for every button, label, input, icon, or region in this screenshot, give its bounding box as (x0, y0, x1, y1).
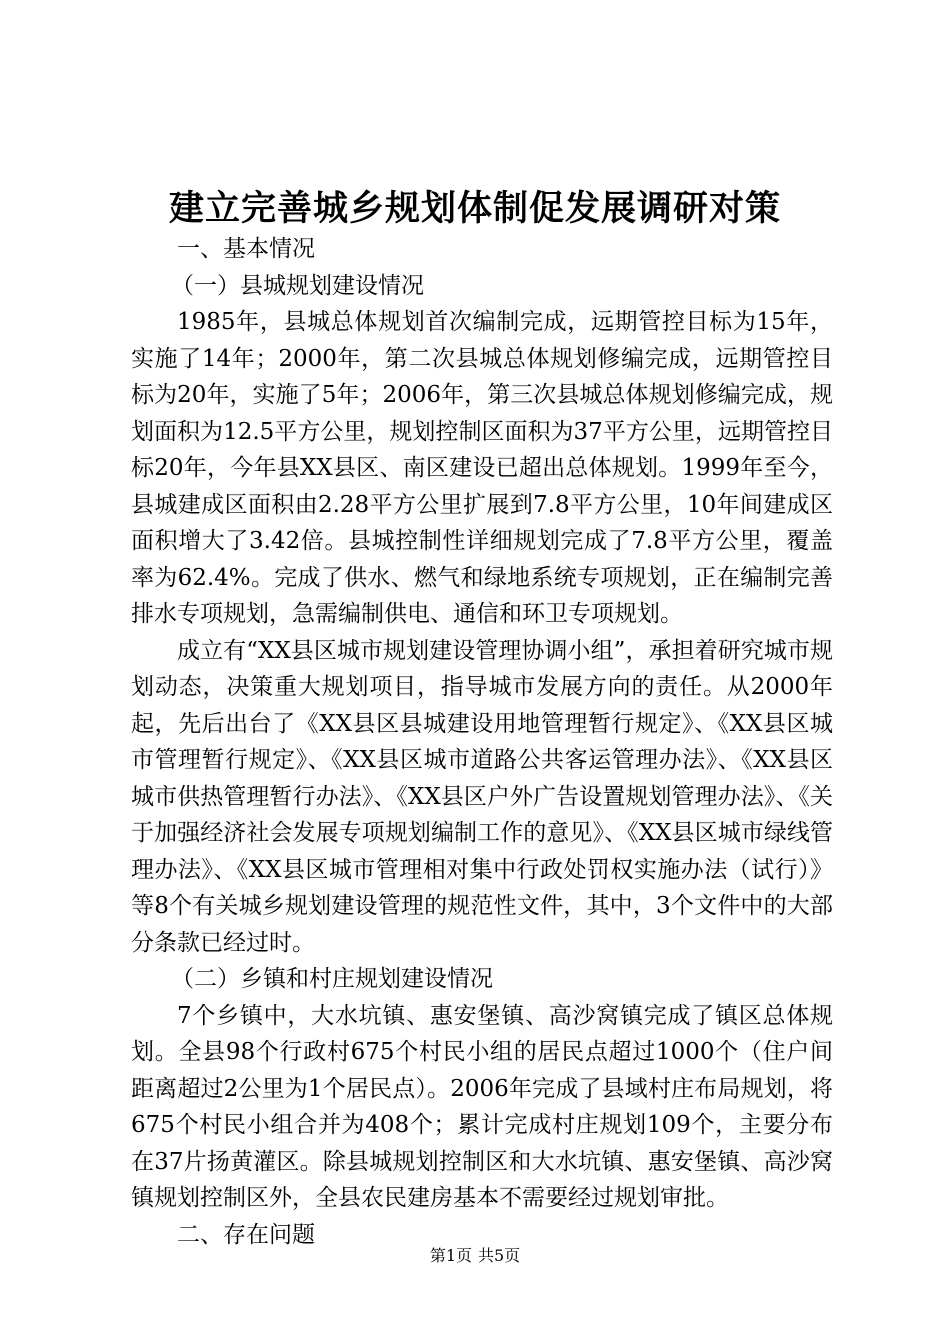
page-number-current: 第1页 (429, 1246, 472, 1265)
page-number-total: 共5页 (478, 1246, 521, 1265)
document-title: 建立完善城乡规划体制促发展调研对策 (168, 188, 781, 229)
subsection-heading-town-village-planning: （二）乡镇和村庄规划建设情况 (171, 966, 493, 992)
subsection-heading-county-planning: （一）县城规划建设情况 (171, 272, 424, 299)
section-heading-existing-problems: 二、存在问题 (177, 1221, 315, 1248)
document-body (131, 231, 833, 1253)
section-heading-basic-situation: 一、基本情况 (177, 236, 315, 262)
paragraph-town-village-planning: 7个乡镇中，大水坑镇、惠安堡镇、高沙窝镇完成了镇区总体规划。全县98个行政村675个村民小组的居民点超过1000个（住户间距离超过2公里为1个居民点）。2006年完成了县域村庄布局规划，将675个村民小组合并为408个；累计完成村庄规划109个，主要分布在37片扬黄灌区。除县城规划控制区和大水坑镇、惠安堡镇、高沙窝镇规划控制区外，全县农民建房基本不需要经过规划审批。 (131, 1002, 833, 1211)
paragraph-county-planning-history: 1985年，县城总体规划首次编制完成，远期管控目标为15年，实施了14年；2000年，第二次县城总体规划修编完成，远期管控目标为20年，实施了5年；2006年，第三次县城总体规划修编完成，规划面积为12.5平方公里，规划控制区面积为37平方公里，远期管控目标20年，今年县XX县区、南区建设已超出总体规划。1999年至今，县城建成区面积由2.28平方公里扩展到7.8平方公里，10年间建成区面积增大了3.42倍。县城控制性详细规划完成了7.8平方公里，覆盖率为62.4%。完成了供水、燃气和绿地系统专项规划，正在编制完善排水专项规划，急需编制供电、通信和环卫专项规划。 (131, 309, 833, 627)
paragraph-coordination-group: 成立有“XX县区城市规划建设管理协调小组”，承担着研究城市规划动态，决策重大规划项目，指导城市发展方向的责任。从2000年起，先后出台了《XX县区县城建设用地管理暂行规定》、《XX县区城市管理暂行规定》、《XX县区城市道路公共客运管理办法》、《XX县区城市供热管理暂行办法》、《XX县区户外广告设置规划管理办法》、《关于加强经济社会发展专项规划编制工作的意见》、《XX县区城市绿线管理办法》、《XX县区城市管理相对集中行政处罚权实施办法（试行）》等8个有关城乡规划建设管理的规范性文件，其中，3个文件中的大部分条款已经过时。 (131, 637, 833, 956)
page-footer (0, 1244, 950, 1268)
